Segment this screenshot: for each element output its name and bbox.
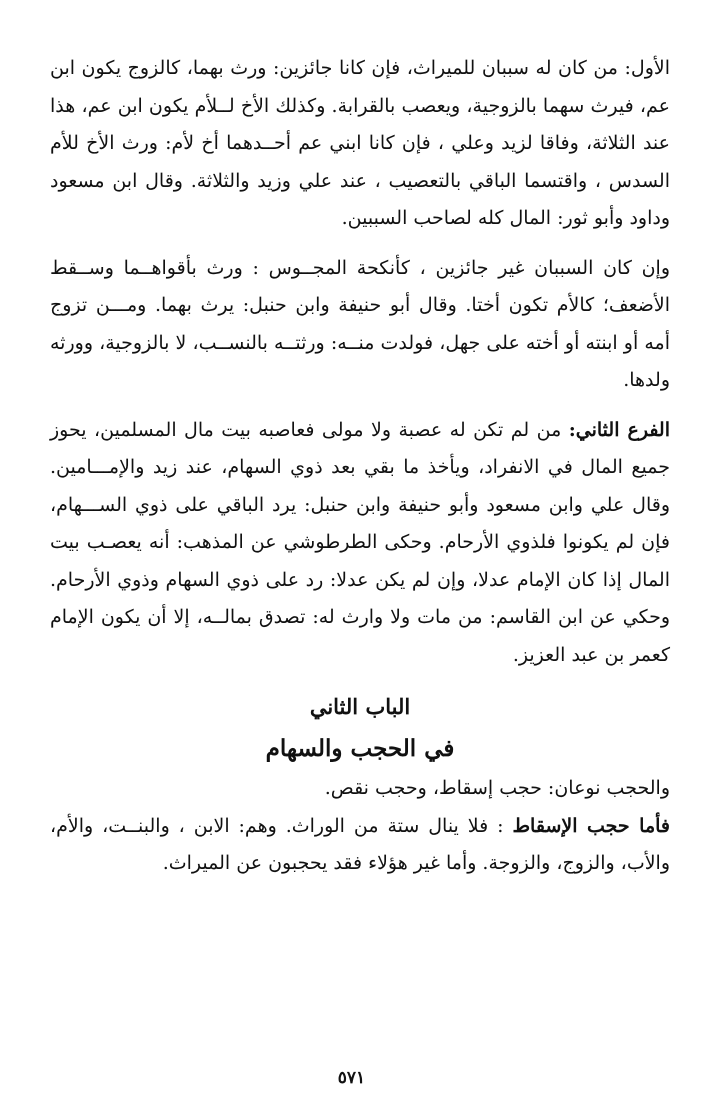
paragraph-text: : فلا ينال ستة من الوراث. وهم: الابن ، والبنــت، والأم، والأب، والزوج، والزوجة. وأما غير هؤلاء فقد يحجبون عن الميراث. [50, 814, 670, 874]
paragraph-hajb-types [50, 770, 670, 808]
page-number: ٥٧١ [337, 1068, 366, 1088]
spacer [50, 400, 670, 412]
paragraph-text: والحجب نوعان: حجب إسقاط، وحجب نقص. [324, 777, 670, 799]
chapter-subtitle: في الحجب والسهام [265, 735, 455, 762]
paragraph-hajb-isqat [50, 808, 670, 883]
paragraph-text: وإن كان السببان غير جائزين ، كأنكحة المجــوس : ورث بأقواهــما وســقط الأضعف؛ كالأم تكون أختا. وقال أبو حنيفة وابن حنبل: يرث بهما. ومـــن تزوج أمه أو ابنته أو أخته على جهل، فولدت منــه: ورثتــه بالنســب، لا بالزوجية، وورثه ولدها. [50, 256, 670, 391]
paragraph-lead-second-branch: الفرع الثاني: [568, 418, 671, 441]
paragraph-lead-hajb-isqat: فأما حجب الإسقاط [512, 814, 670, 837]
paragraph-text: الأول: من كان له سببان للميراث، فإن كانا جائزين: ورث بهما، كالزوج يكون ابن عم، فيرث سهما بالزوجية، ويعصب بالقرابة. وكذلك الأخ لــلأم يكون ابن عم، هذا عند الثلاثة، وفاقا لزيد وعلي ، فإن كانا ابني عم أحــدهما أخ لأم: ورث الأخ للأم السدس ، واقتسما الباقي بالتعصيب ، عند علي وزيد والثلاثة. وقال ابن مسعود وداود وأبو ثور: المال كله لصاحب السببين. [50, 57, 670, 229]
paragraph-non-permitted-causes [50, 250, 670, 400]
spacer [50, 238, 670, 250]
paragraph-second-branch [50, 412, 670, 675]
paragraph-first-branch-causes [50, 50, 670, 238]
paragraph-text: من لم تكن له عصبة ولا مولى فعاصبه بيت مال المسلمين، يحوز جميع المال في الانفراد، ويأخذ ما بقي بعد ذوي السهام، عند زيد والإمـــامين. وقال علي وابن مسعود وأبو حنيفة وابن حنبل: يرد الباقي على ذوي الســـهام، فإن لم يكونوا فلذوي الأرحام. وحكى الطرطوشي عن المذهب: أنه يعصـب بيت المال إذا كان الإمام عدلا، وإن لم يكن عدلا: رد على ذوي السهام وذوي الأرحام. وحكي عن ابن القاسم: من مات ولا وارث له: تصدق بمالــه، إلا أن يكون الإمام كعمر بن عبد العزيز. [50, 418, 670, 666]
spacer [50, 674, 670, 686]
page-body [50, 50, 670, 883]
chapter-title: الباب الثاني [309, 694, 411, 719]
